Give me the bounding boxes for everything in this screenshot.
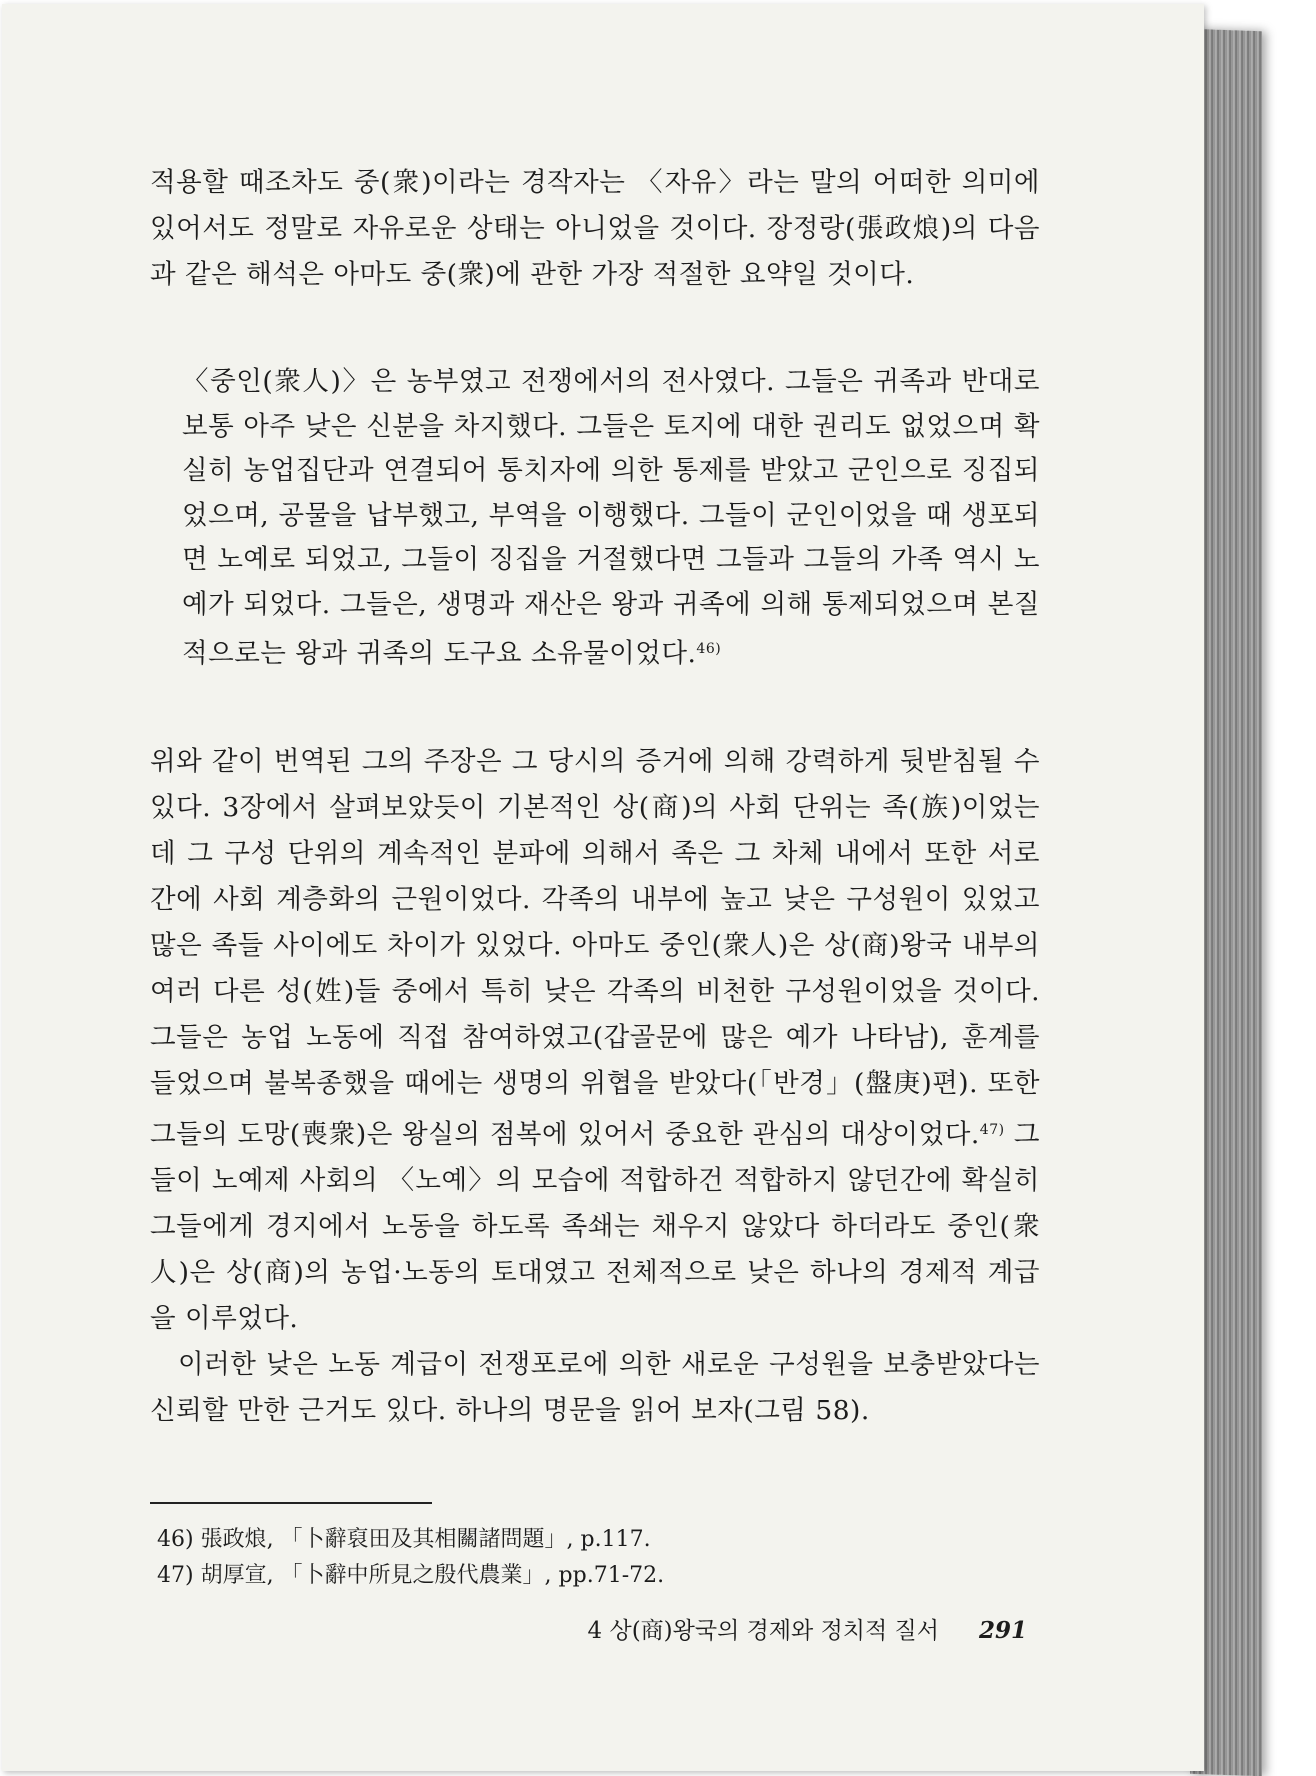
running-footer (557, 1612, 1027, 1645)
paragraph-intro: 적용할 때조차도 중(衆)이라는 경작자는 〈자유〉라는 말의 어떠한 의미에 있어서도 정말로 자유로운 상태는 아니었을 것이다. 장정랑(張政烺)의 다음과 같은 해석은 아마도 중(衆)에 관한 가장 적절한 요약일 것이다. (150, 167, 1040, 290)
page-number: 291 (978, 1617, 1027, 1644)
block-quote (182, 360, 1040, 677)
block-quote-text: 〈중인(衆人)〉은 농부였고 전쟁에서의 전사였다. 그들은 귀족과 반대로 보통 아주 낮은 신분을 차지했다. 그들은 토지에 대한 권리도 없었으며 확실히 농업집단과 연결되어 통치자에 의한 통제를 받았고 군인으로 징집되었으며, 공물을 납부했고, 부역을 이행했다. 그들이 군인이었을 때 생포되면 노예로 되었고, 그들이 징집을 거절했다면 그들과 그들의 가족 역시 노예가 되었다. 그들은, 생명과 재산은 왕과 귀족에 의해 통제되었으며 본질적으로는 왕과 귀족의 도구요 소유물이었다. (182, 366, 1040, 669)
main-text (150, 160, 1040, 1434)
paragraph-closing: 이러한 낮은 노동 계급이 전쟁포로에 의한 새로운 구성원을 보충받았다는 신뢰할 만한 근거도 있다. 하나의 명문을 읽어 보자(그림 58). (150, 1348, 1040, 1426)
footnote-ref-47: 47) (979, 1121, 1005, 1138)
footnote-47: 47) 胡厚宣, 「卜辭中所見之殷代農業」, pp.71-72. (157, 1563, 665, 1588)
paragraph-body-part2: 그들이 노예제 사회의 〈노예〉의 모습에 적합하건 적합하지 않던간에 확실히 그들에게 경지에서 노동을 하도록 족쇄는 채우지 않았다 하더라도 중인(衆人)은 상(商)의 농업·노동의 토대였고 전체적으로 낮은 하나의 경제적 계급을 이루었다. (150, 1118, 1040, 1334)
footnote-ref-46: 46) (696, 641, 722, 657)
chapter-title: 4 상(商)왕국의 경제와 정치적 질서 (587, 1618, 939, 1644)
footnote-46: 46) 張政烺, 「卜辭裒田及其相關諸問題」, p.117. (157, 1527, 651, 1552)
paragraph-body (150, 739, 1040, 1342)
footnotes (157, 1502, 1007, 1594)
paragraph-body-part1: 위와 같이 번역된 그의 주장은 그 당시의 증거에 의해 강력하게 뒷받침될 수 있다. 3장에서 살펴보았듯이 기본적인 상(商)의 사회 단위는 족(族)이었는데 그 구성 단위의 계속적인 분파에 의해서 족은 그 차체 내에서 또한 서로간에 사회 계층화의 근원이었다. 각족의 내부에 높고 낮은 구성원이 있었고 많은 족들 사이에도 차이가 있었다. 아마도 중인(衆人)은 상(商)왕국 내부의 여러 다른 성(姓)들 중에서 특히 낮은 각족의 비천한 구성원이었을 것이다. 그들은 농업 노동에 직접 참여하였고(갑골문에 많은 예가 나타남), 훈계를 들었으며 불복종했을 때에는 생명의 위협을 받았다(「반경」(盤庚)편). 또한 그들의 도망(喪衆)은 왕실의 점복에 있어서 중요한 관심의 대상이었다. (150, 745, 1040, 1150)
book-page (2, 4, 1204, 1771)
